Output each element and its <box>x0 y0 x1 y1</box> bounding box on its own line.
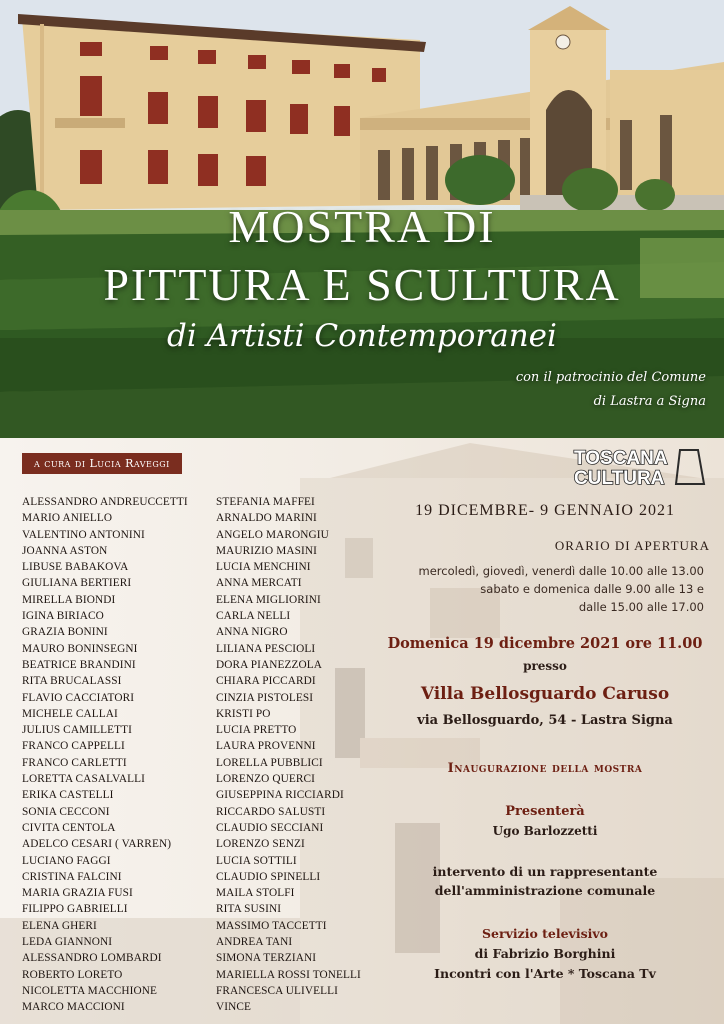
artist-name: ANNA MERCATI <box>216 577 302 590</box>
title-line-2: PITTURA E SCULTURA <box>103 259 621 310</box>
artist-name: CINZIA PISTOLESI <box>216 691 314 704</box>
artist-name: MAURO BONINSEGNI <box>22 642 138 655</box>
artist-name: FLAVIO CACCIATORI <box>22 691 135 704</box>
artist-name: LEDA GIANNONI <box>22 936 113 949</box>
artist-name: CIVITA CENTOLA <box>22 821 116 834</box>
artist-name: MAURIZIO MASINI <box>216 544 317 557</box>
artist-name: GIULIANA BERTIERI <box>22 577 132 590</box>
patronage-line-1: con il patrocinio del Comune <box>515 370 706 385</box>
artist-name: MARIA GRAZIA FUSI <box>22 887 133 900</box>
artist-name: ANNA NIGRO <box>216 626 288 639</box>
artist-name: LORELLA PUBBLICI <box>216 756 323 769</box>
artist-name: NICOLETTA MACCHIONE <box>22 984 157 997</box>
artist-name: LIBUSE BABAKOVA <box>22 561 129 574</box>
artist-name: FILIPPO GABRIELLI <box>22 903 128 916</box>
artist-name: ANDREA TANI <box>216 936 293 949</box>
artist-name: MAILA STOLFI <box>216 887 295 900</box>
intervention-line-2: dell'amministrazione comunale <box>434 883 656 898</box>
logo-line-2: CULTURA <box>574 468 665 488</box>
inauguration-label: Inaugurazione della mostra <box>447 761 643 776</box>
artists-list-right <box>216 494 361 1016</box>
artist-name: MARCO MACCIONI <box>22 1001 125 1014</box>
artist-name: LORENZO QUERCI <box>216 773 315 786</box>
artist-name: JOANNA ASTON <box>22 544 108 557</box>
artist-name: DORA PIANEZZOLA <box>216 658 322 671</box>
artist-name: ALESSANDRO LOMBARDI <box>22 952 162 965</box>
artist-name: ELENA MIGLIORINI <box>216 593 321 606</box>
artist-name: LUCIA PRETTO <box>216 724 297 737</box>
artist-name: SIMONA TERZIANI <box>216 952 317 965</box>
artist-name: CLAUDIO SECCIANI <box>216 821 324 834</box>
tv-service-line-1: Servizio televisivo <box>482 926 608 941</box>
venue-name: Villa Bellosguardo Caruso <box>420 684 670 704</box>
tv-service-line-2: di Fabrizio Borghini <box>474 946 616 961</box>
tv-service-line-3: Incontri con l'Arte * Toscana Tv <box>434 966 656 981</box>
artist-name: RITA BRUCALASSI <box>22 675 122 688</box>
artist-name: MIRELLA BIONDI <box>22 593 116 606</box>
artist-name: LUCIA MENCHINI <box>216 561 311 574</box>
artist-name: GIUSEPPINA RICCIARDI <box>216 789 344 802</box>
opening-datetime: Domenica 19 dicembre 2021 ore 11.00 <box>387 635 703 652</box>
artist-name: ANGELO MARONGIU <box>216 528 329 541</box>
curator-badge: a cura di Lucia Raveggi <box>22 453 182 474</box>
opening-hours-line-1: mercoledì, giovedì, venerdì dalle 10.00 alle 13.00 <box>418 564 704 578</box>
artist-name: VINCE <box>216 1001 252 1014</box>
artist-name: MASSIMO TACCETTI <box>216 919 327 932</box>
tuscany-outline-icon <box>676 450 704 484</box>
patronage-note <box>516 366 706 414</box>
artist-name: RITA SUSINI <box>216 903 282 916</box>
artist-name: KRISTI PO <box>216 707 271 720</box>
artist-name: VALENTINO ANTONINI <box>22 528 145 541</box>
venue-address: via Bellosguardo, 54 - Lastra Signa <box>417 713 673 728</box>
artist-name: ADELCO CESARI ( VARREN) <box>22 838 172 851</box>
title-line-1: MOSTRA DI <box>228 201 496 252</box>
opening-hours-title: ORARIO DI APERTURA <box>554 538 710 553</box>
toscana-cultura-logo <box>572 444 706 488</box>
artist-name: CARLA NELLI <box>216 610 291 623</box>
artist-name: MARIO ANIELLO <box>22 512 113 525</box>
artist-name: CHIARA PICCARDI <box>216 675 316 688</box>
subtitle: di Artisti Contemporanei <box>167 318 557 354</box>
artist-name: GRAZIA BONINI <box>22 626 108 639</box>
presenter-name: Ugo Barlozzetti <box>492 824 598 838</box>
artist-name: MARIELLA ROSSI TONELLI <box>216 968 361 981</box>
artist-name: SONIA CECCONI <box>22 805 110 818</box>
artist-name: JULIUS CAMILLETTI <box>22 724 132 737</box>
artist-name: ROBERTO LORETO <box>22 968 123 981</box>
artist-name: FRANCO CARLETTI <box>22 756 127 769</box>
artist-name: ELENA GHERI <box>22 919 97 932</box>
artist-name: LUCIANO FAGGI <box>22 854 111 867</box>
patronage-line-2: di Lastra a Signa <box>593 394 706 409</box>
exhibition-dates: 19 DICEMBRE- 9 GENNAIO 2021 <box>415 502 675 519</box>
artist-name: LILIANA PESCIOLI <box>216 642 316 655</box>
artist-name: FRANCESCA ULIVELLI <box>216 984 338 997</box>
artist-name: LUCIA SOTTILI <box>216 854 297 867</box>
artist-name: FRANCO CAPPELLI <box>22 740 125 753</box>
artist-name: LAURA PROVENNI <box>216 740 316 753</box>
intervention-line-1: intervento di un rappresentante <box>432 864 658 879</box>
presenter-label: Presenterà <box>505 804 585 819</box>
details-section <box>0 438 724 1024</box>
artists-list-left <box>22 494 188 1016</box>
opening-hours-line-2: sabato e domenica dalle 9.00 alle 13 e <box>480 582 704 596</box>
artist-name: LORENZO SENZI <box>216 838 305 851</box>
artist-name: CRISTINA FALCINI <box>22 870 122 883</box>
artist-name: STEFANIA MAFFEI <box>216 496 315 508</box>
artist-name: ALESSANDRO ANDREUCCETTI <box>22 496 188 508</box>
opening-hours-line-3: dalle 15.00 alle 17.00 <box>578 600 704 614</box>
artist-name: ERIKA CASTELLI <box>22 789 114 802</box>
artist-name: RICCARDO SALUSTI <box>216 805 326 818</box>
hero-photo <box>0 0 724 438</box>
artist-name: MICHELE CALLAI <box>22 707 118 720</box>
artist-name: CLAUDIO SPINELLI <box>216 870 321 883</box>
artist-name: ARNALDO MARINI <box>216 512 317 525</box>
presso-label: presso <box>523 659 567 673</box>
artist-name: IGINA BIRIACO <box>22 610 104 623</box>
logo-line-1: TOSCANA <box>574 448 668 469</box>
artist-name: BEATRICE BRANDINI <box>22 658 136 671</box>
artist-name: LORETTA CASALVALLI <box>22 773 145 786</box>
